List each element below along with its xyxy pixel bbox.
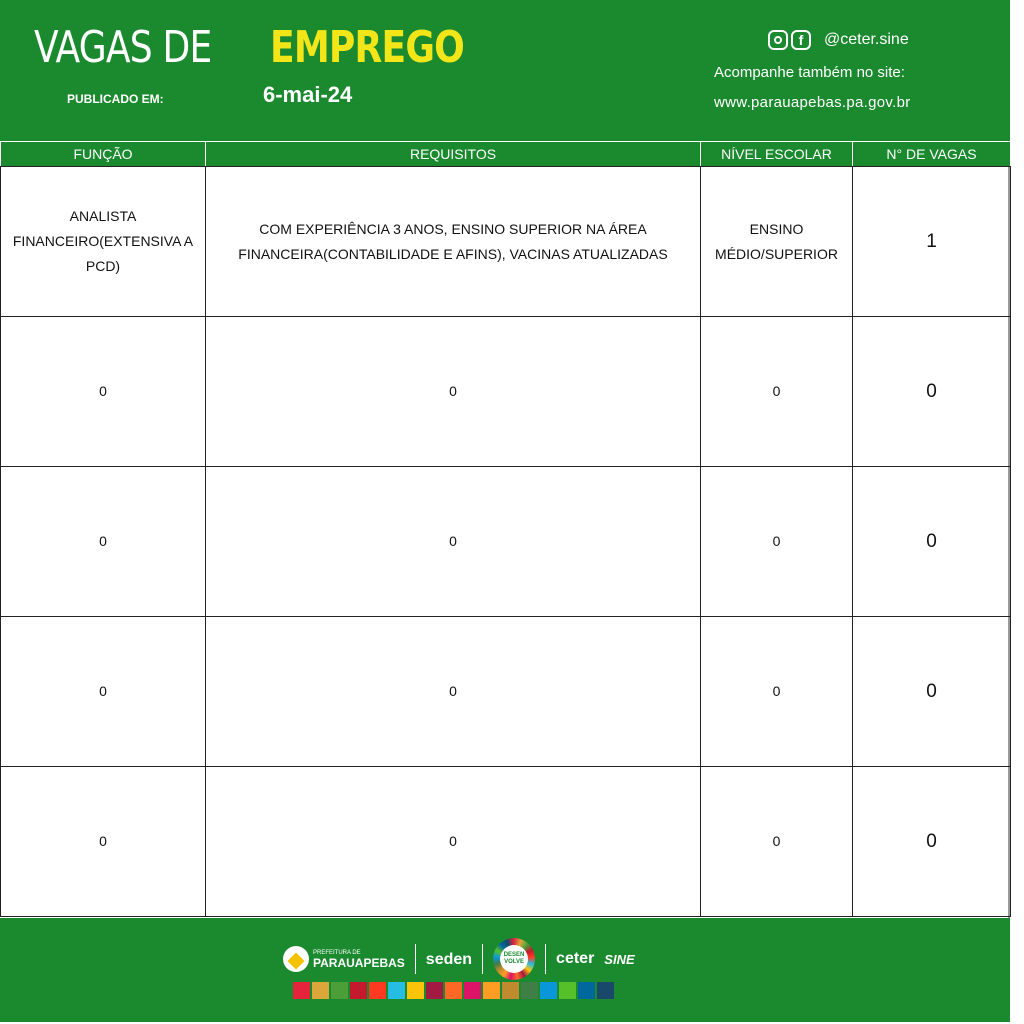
cell-vagas: 0 <box>853 467 1011 617</box>
cell-funcao: 0 <box>1 617 206 767</box>
sdg-goal-icon <box>502 982 519 999</box>
jobs-table <box>0 141 1011 917</box>
table-row <box>1 317 1011 467</box>
cell-requisitos: COM EXPERIÊNCIA 3 ANOS, ENSINO SUPERIOR NA ÁREA FINANCEIRA(CONTABILIDADE E AFINS), VACINAS ATUALIZADAS <box>206 167 701 317</box>
published-date: 6-mai-24 <box>263 82 353 107</box>
sdg-goal-icon <box>426 982 443 999</box>
sdg-goal-icon <box>293 982 310 999</box>
cell-nivel: 0 <box>701 467 853 617</box>
sdg-goal-icon <box>540 982 557 999</box>
header-banner <box>0 0 1010 141</box>
sine-logo: SINE <box>604 951 635 967</box>
sdg-goal-icon <box>597 982 614 999</box>
logo-divider <box>545 944 546 974</box>
prefeitura-name: PARAUAPEBAS <box>313 955 405 970</box>
table-row <box>1 467 1011 617</box>
published-label: PUBLICADO EM: <box>67 92 164 106</box>
sdg-goal-icon <box>483 982 500 999</box>
sdg-goal-icon <box>312 982 329 999</box>
sdg-goal-icon <box>331 982 348 999</box>
title-vagas-de: VAGAS DE <box>34 22 212 73</box>
sdg-icons-row <box>293 982 614 999</box>
ceter-logo: ceter <box>556 950 595 967</box>
sdg-goal-icon <box>407 982 424 999</box>
column-header-vagas: N° DE VAGAS <box>853 142 1011 167</box>
table-row <box>1 617 1011 767</box>
cell-requisitos: 0 <box>206 617 701 767</box>
cell-funcao: ANALISTA FINANCEIRO(EXTENSIVA A PCD) <box>1 167 206 317</box>
prefeitura-emblem-icon <box>283 946 309 972</box>
follow-text: Acompanhe também no site: <box>714 64 905 81</box>
title-emprego: EMPREGO <box>270 22 464 73</box>
sdg-goal-icon <box>350 982 367 999</box>
desenvolve-text: DESEN VOLVE <box>500 945 528 973</box>
sponsor-logos <box>283 938 635 980</box>
cell-funcao: 0 <box>1 767 206 917</box>
website-link[interactable]: www.parauapebas.pa.gov.br <box>714 94 911 111</box>
cell-requisitos: 0 <box>206 767 701 917</box>
cell-nivel: ENSINO MÉDIO/SUPERIOR <box>701 167 853 317</box>
seden-logo: seden <box>425 950 473 968</box>
table-header-row <box>1 142 1011 167</box>
sdg-goal-icon <box>521 982 538 999</box>
cell-vagas: 0 <box>853 317 1011 467</box>
social-handle[interactable]: @ceter.sine <box>824 31 909 48</box>
cell-requisitos: 0 <box>206 467 701 617</box>
prefeitura-logo <box>283 946 405 972</box>
facebook-icon[interactable]: f <box>791 30 811 50</box>
column-header-nivel: NÍVEL ESCOLAR <box>701 142 853 167</box>
cell-funcao: 0 <box>1 467 206 617</box>
cell-vagas: 1 <box>853 167 1011 317</box>
sdg-goal-icon <box>445 982 462 999</box>
column-header-funcao: FUNÇÃO <box>1 142 206 167</box>
desenvolve-ring-logo <box>493 938 535 980</box>
sdg-goal-icon <box>369 982 386 999</box>
prefeitura-small-text: PREFEITURA DE <box>313 949 361 956</box>
logo-divider <box>482 944 483 974</box>
sdg-goal-icon <box>559 982 576 999</box>
cell-requisitos: 0 <box>206 317 701 467</box>
social-block <box>768 30 909 50</box>
cell-vagas: 0 <box>853 617 1011 767</box>
column-header-requisitos: REQUISITOS <box>206 142 701 167</box>
logo-divider <box>415 944 416 974</box>
sdg-goal-icon <box>388 982 405 999</box>
cell-vagas: 0 <box>853 767 1011 917</box>
cell-nivel: 0 <box>701 767 853 917</box>
cell-funcao: 0 <box>1 317 206 467</box>
table-row <box>1 767 1011 917</box>
cell-nivel: 0 <box>701 617 853 767</box>
cell-nivel: 0 <box>701 317 853 467</box>
sdg-goal-icon <box>464 982 481 999</box>
sdg-goal-icon <box>578 982 595 999</box>
footer-banner <box>0 918 1010 1022</box>
table-row <box>1 167 1011 317</box>
instagram-icon[interactable] <box>768 30 788 50</box>
